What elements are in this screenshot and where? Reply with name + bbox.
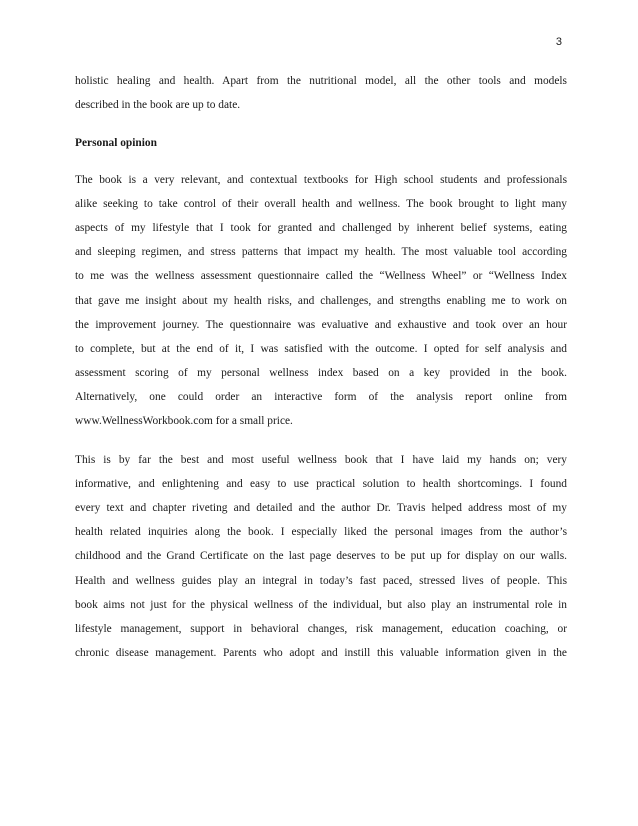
text-line: to complete, but at the end of it, I was satisfied with the outcome. I opted for self analysis and [75,342,567,355]
intro-paragraph [75,69,567,117]
text-line: Health and wellness guides play an integral in today’s fast paced, stressed lives of people. This [75,574,567,587]
text-line: aspects of my lifestyle that I took for granted and challenged by inherent belief systems, eating [75,221,567,234]
text-line: childhood and the Grand Certificate on the last page deserves to be put up for display on our walls. [75,550,567,563]
text-line: to me was the wellness assessment questionnaire called the “Wellness Wheel” or “Wellness Index [75,270,567,283]
text-line: www.WellnessWorkbook.com for a small price. [75,415,293,428]
text-line: every text and chapter riveting and detailed and the author Dr. Travis helped address most of my [75,502,567,515]
section-heading: Personal opinion [75,137,157,150]
text-line: health related inquiries along the book. I especially liked the personal images from the author’s [75,526,567,539]
text-line: Alternatively, one could order an interactive form of the analysis report online from [75,391,567,404]
paragraph-2 [75,448,567,666]
text-line: holistic healing and health. Apart from the nutritional model, all the other tools and models [75,75,567,87]
text-line: that gave me insight about my health risks, and challenges, and strengths enabling me to work on [75,294,567,307]
text-line: The book is a very relevant, and contextual textbooks for High school students and professionals [75,173,567,186]
text-line: chronic disease management. Parents who adopt and instill this valuable information given in the [75,647,567,660]
text-line: This is by far the best and most useful wellness book that I have laid my hands on; very [75,453,567,466]
text-line: lifestyle management, support in behavioral changes, risk management, education coaching, or [75,622,567,635]
text-line: informative, and enlightening and easy to use practical solution to health shortcomings. I found [75,477,567,490]
paragraph-1 [75,168,567,434]
document-body [75,69,567,665]
text-line: assessment scoring of my personal wellness index based on a key provided in the book. [75,367,567,380]
text-line: book aims not just for the physical wellness of the individual, but also play an instrumental role in [75,598,567,611]
text-line: described in the book are up to date. [75,99,241,112]
text-line: alike seeking to take control of their overall health and wellness. The book brought to light many [75,197,567,210]
text-line: the improvement journey. The questionnaire was evaluative and exhaustive and took over an hour [75,318,567,331]
page-number: 3 [555,36,562,48]
text-line: and sleeping regimen, and stress patterns that impact my health. The most valuable tool according [75,246,567,259]
